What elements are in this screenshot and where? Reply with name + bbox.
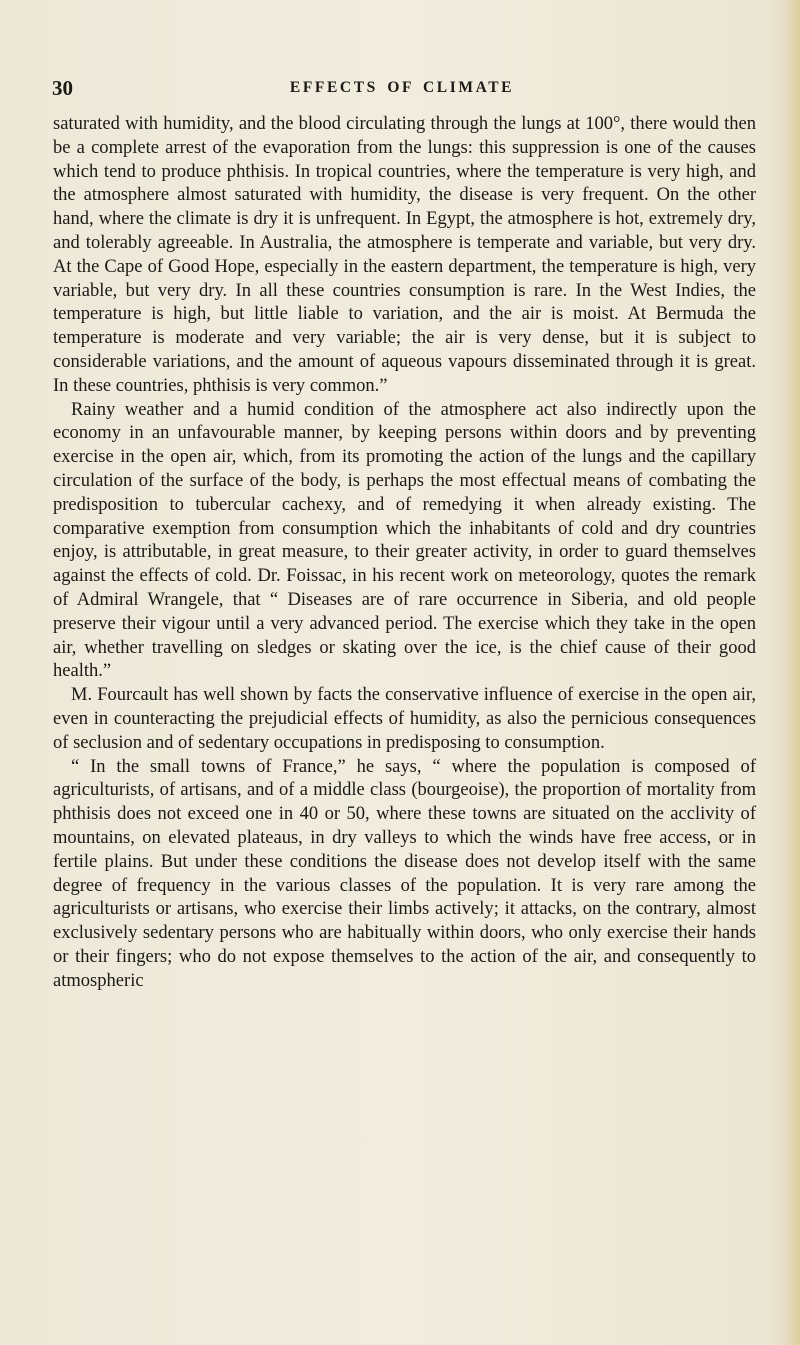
body-text bbox=[53, 112, 756, 992]
page-number: 30 bbox=[52, 76, 73, 100]
paragraph-fourcault: M. Fourcault has well shown by facts the conservative influence of exercise in the open air, even in counteracting the prejudicial effects of humidity, as also the pernicious consequences of seclusion and of sedentary occupations in predisposing to consumption. bbox=[53, 684, 756, 753]
running-title: EFFECTS OF CLIMATE bbox=[289, 79, 515, 96]
paragraph-continued: saturated with humidity, and the blood circulating through the lungs at 100°, there would then be a complete arrest of the evaporation from the lungs: this suppression is one of the causes which tend to produce phthisis. In tropical countries, where the temperature is very high, and the atmosphere almost saturated with humidity, the disease is very frequent. On the other hand, where the climate is dry it is unfrequent. In Egypt, the atmosphere is hot, extremely dry, and tolerably agreeable. In Australia, the atmosphere is temperate and variable, but very dry. At the Cape of Good Hope, especially in the eastern department, the temperature is high, very variable, but very dry. In all these countries consumption is rare. In the West Indies, the temperature is high, but little liable to variation, and the air is moist. At Bermuda the temperature is moderate and very variable; the air is very dense, but it is subject to considerable variations, and the amount of aqueous vapours disseminated through it is great. In these countries, phthisis is very common.” bbox=[53, 113, 756, 396]
page-header bbox=[52, 76, 752, 100]
page-edge-tint bbox=[786, 0, 800, 1345]
paragraph-rainy-weather: Rainy weather and a humid condition of the atmosphere act also indirectly upon the economy in an unfavourable manner, by keeping persons within doors and by preventing exercise in the open air, which, from its promoting the action of the lungs and the capillary circulation of the surface of the body, is perhaps the most effectual means of combating the predisposition to tubercular cachexy, and of remedying it when already existing. The comparative exemption from consumption which the inhabitants of cold and dry countries enjoy, is attributable, in great measure, to their greater activity, in order to guard themselves against the effects of cold. Dr. Foissac, in his recent work on meteorology, quotes the remark of Admiral Wrangele, that “ Diseases are of rare occurrence in Siberia, and old people preserve their vigour until a very advanced period. The exercise which they take in the open air, whether travelling on sledges or skating over the ice, is the chief cause of their good health.” bbox=[53, 398, 756, 682]
paragraph-small-towns-quote: “ In the small towns of France,” he says, “ where the population is composed of agriculturists, of artisans, and of a middle class (bourgeoise), the proportion of mortality from phthisis does not exceed one in 40 or 50, where these towns are situated on the acclivity of mountains, on elevated plateaus, in dry valleys to which the winds have free access, or in fertile plains. But under these conditions the disease does not develop itself with the same degree of frequency in the various classes of the population. It is very rare among the agriculturists or artisans, who exercise their limbs actively; it attacks, on the contrary, almost exclusively sedentary persons who are habitually within doors, who only exercise their hands or their fingers; who do not expose themselves to the action of the air, and consequently to atmospheric bbox=[53, 755, 756, 991]
